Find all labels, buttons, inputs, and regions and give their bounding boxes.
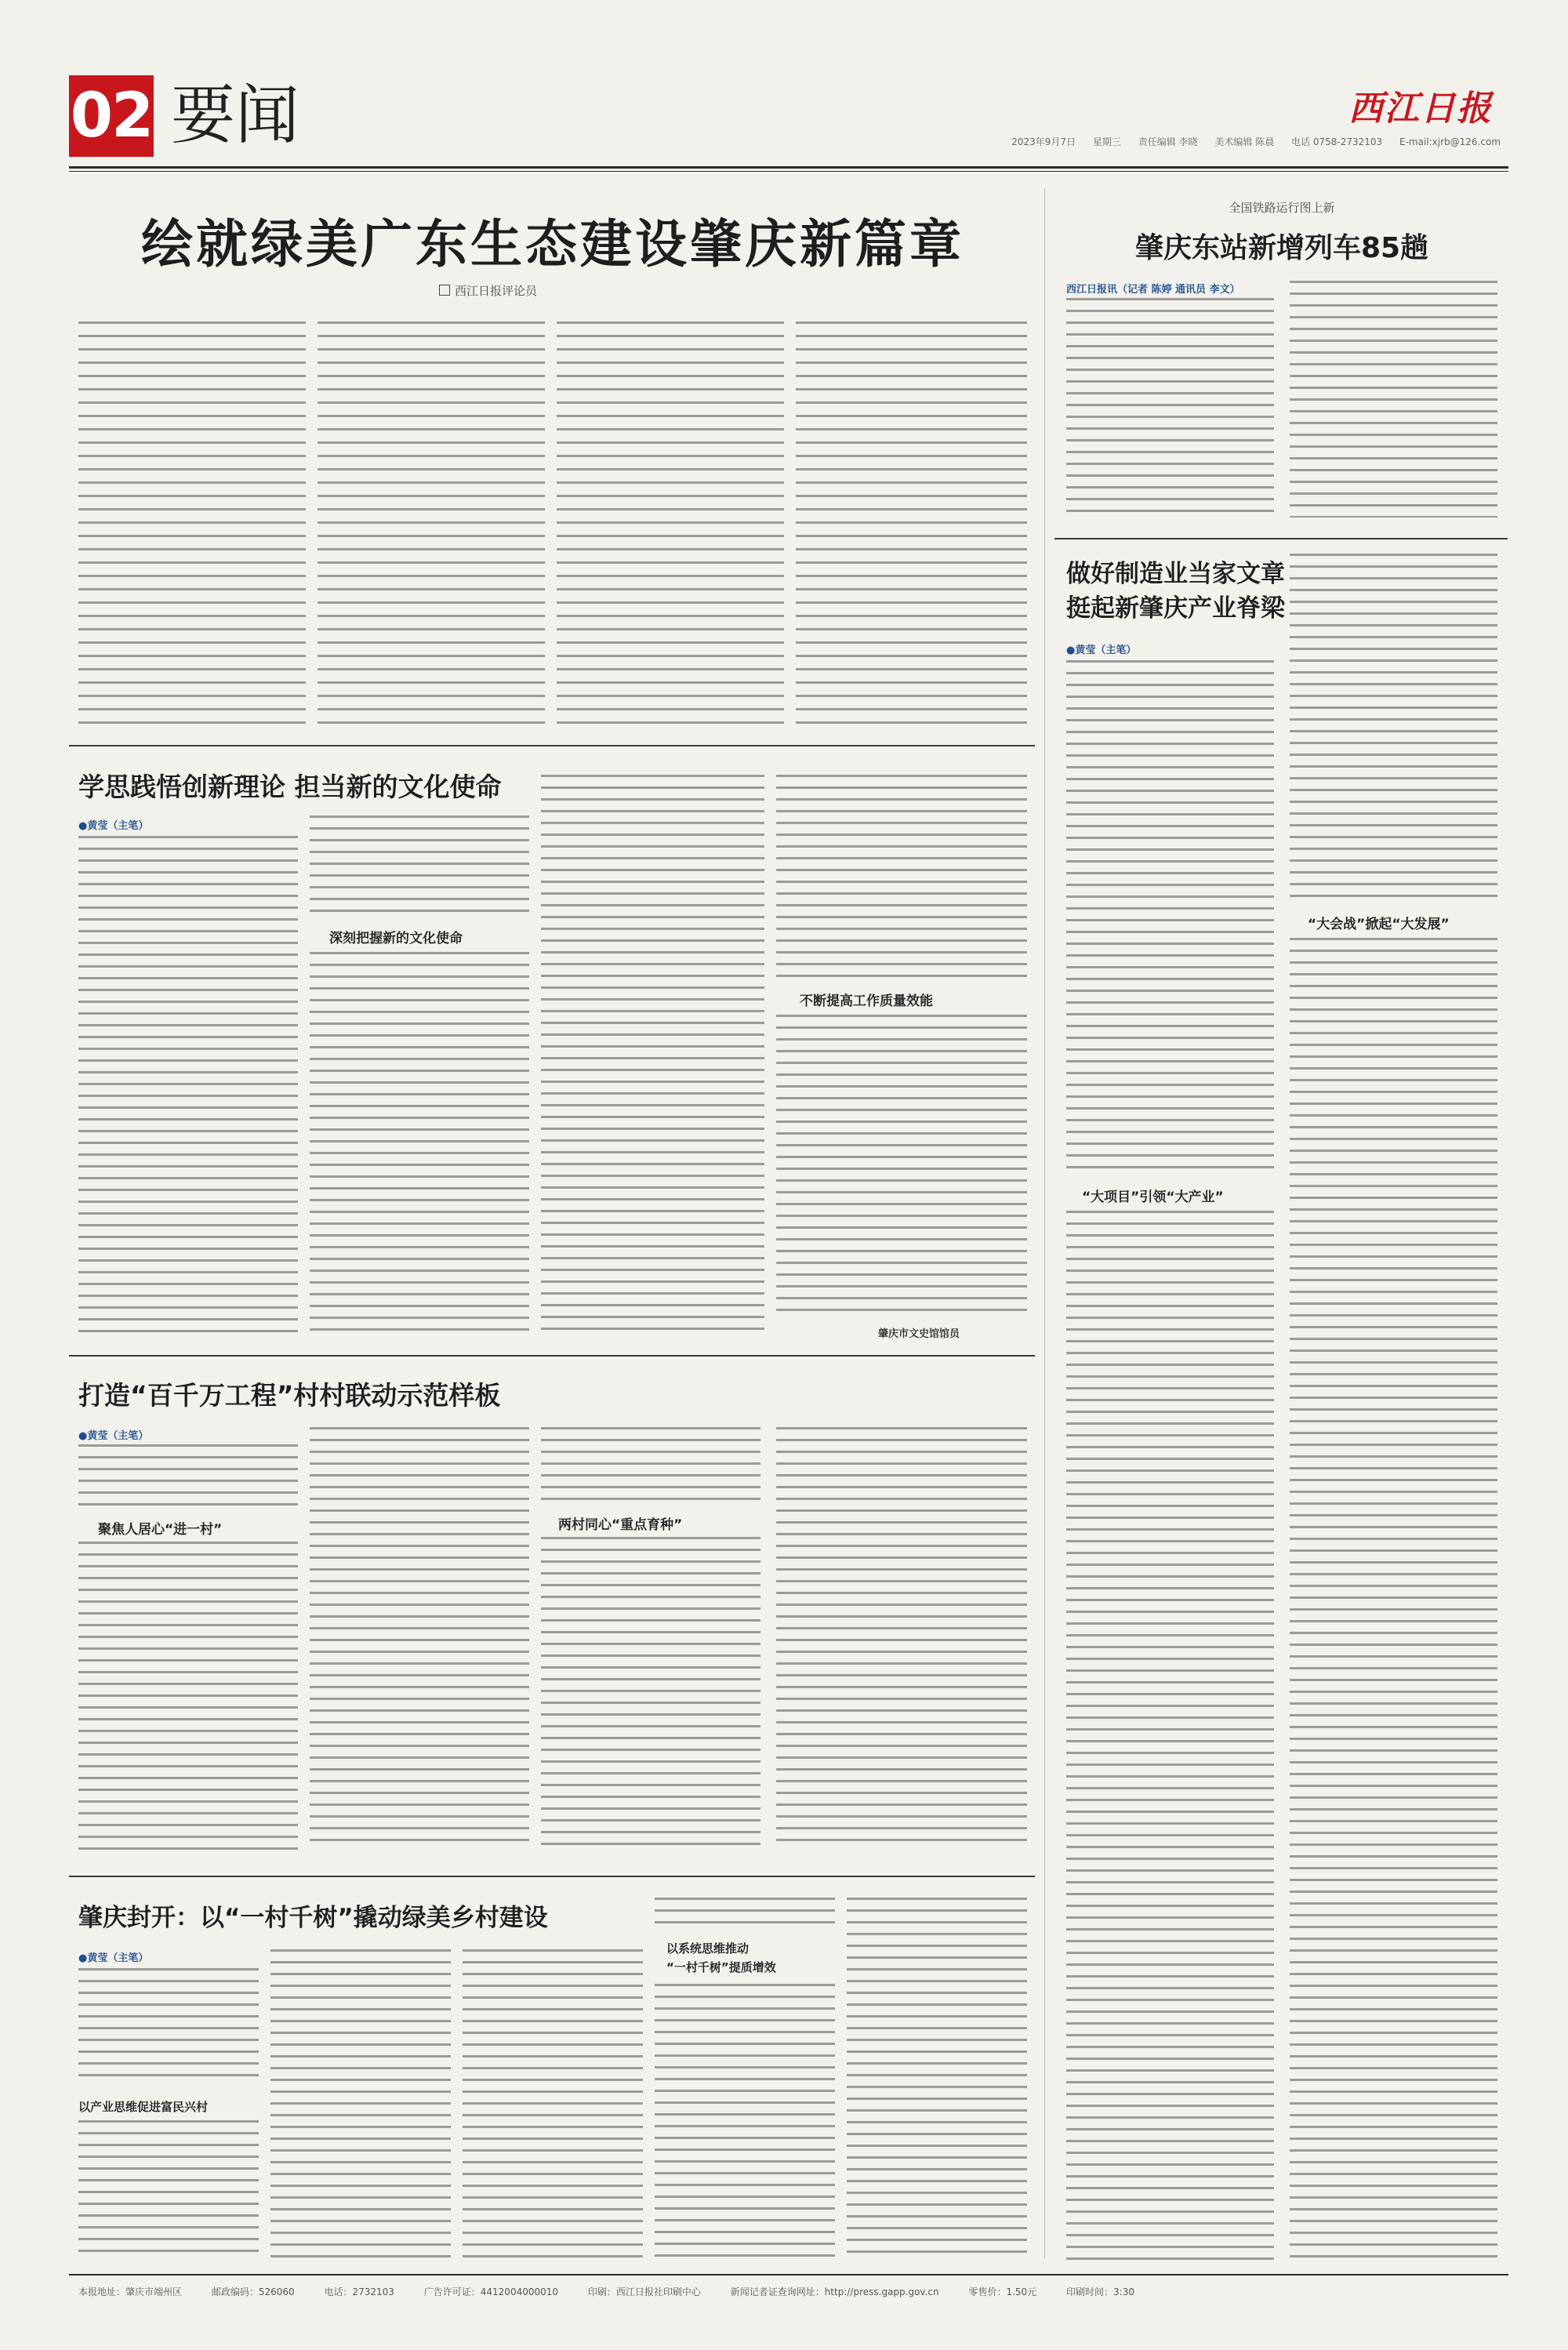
editor-credit: 责任编辑 李晓 bbox=[1138, 136, 1198, 147]
issue-date: 2023年9月7日 bbox=[1011, 136, 1076, 147]
side-news-kicker: 全国铁路运行图上新 bbox=[1229, 201, 1335, 215]
section-name: 要闻 bbox=[171, 78, 300, 153]
fengkai-col-3 bbox=[463, 1949, 643, 2261]
footer-printer: 印刷：西江日报社印刷中心 bbox=[587, 2286, 701, 2297]
culture-col-4b bbox=[776, 1015, 1027, 1314]
footer-price: 零售价：1.50元 bbox=[968, 2286, 1037, 2297]
manufacturing-col-2b bbox=[1290, 938, 1497, 2261]
manufacturing-col-2a bbox=[1290, 554, 1497, 899]
email-credit: E-mail:xjrb@126.com bbox=[1399, 136, 1501, 147]
villages-subhead-2: 两村同心“重点育种” bbox=[558, 1517, 683, 1533]
phone-credit: 电话 0758-2732103 bbox=[1291, 136, 1383, 147]
top-rule bbox=[69, 166, 1508, 169]
fengkai-subhead-2b: “一村千树”提质增效 bbox=[666, 1960, 776, 1974]
culture-col-3 bbox=[541, 775, 764, 1338]
fengkai-subhead-2a: 以系统思维推动 bbox=[666, 1941, 750, 1956]
fengkai-headline: 肇庆封开：以“一村千树”撬动绿美乡村建设 bbox=[78, 1904, 548, 1932]
footer-ad-license: 广告许可证：4412004000010 bbox=[423, 2286, 559, 2297]
villages-subhead-1: 聚焦人居心“进一村” bbox=[98, 1522, 223, 1538]
lead-text-col-4 bbox=[796, 321, 1027, 729]
lead-text-col-2 bbox=[318, 321, 545, 729]
culture-subhead-2: 不断提高工作质量效能 bbox=[800, 993, 933, 1009]
culture-signoff: 肇庆市文史馆馆员 bbox=[878, 1328, 960, 1340]
page-header bbox=[69, 75, 1508, 162]
byline-box-icon bbox=[439, 285, 450, 296]
villages-col-1b bbox=[78, 1542, 298, 1851]
fengkai-author: ●黄莹（主笔） bbox=[78, 1952, 149, 1964]
villages-col-1a bbox=[78, 1444, 298, 1510]
villages-bottom-rule bbox=[69, 1876, 1035, 1877]
fengkai-col-1a bbox=[78, 1968, 259, 2086]
footer-address: 本报地址：肇庆市端州区 bbox=[78, 2286, 183, 2297]
culture-col-2b bbox=[310, 952, 529, 1338]
side-news-author: 西江日报讯（记者 陈婷 通讯员 李文） bbox=[1066, 284, 1240, 296]
lead-text-col-3 bbox=[557, 321, 784, 729]
culture-col-4a bbox=[776, 775, 1027, 979]
culture-subhead-1: 深刻把握新的文化使命 bbox=[329, 931, 463, 946]
culture-col-2a bbox=[310, 815, 529, 917]
culture-col-1 bbox=[78, 836, 298, 1338]
manufacturing-col-1a bbox=[1066, 660, 1274, 1170]
manufacturing-col-1b bbox=[1066, 1211, 1274, 2261]
lead-bottom-rule bbox=[69, 745, 1035, 746]
lead-headline: 绘就绿美广东生态建设肇庆新篇章 bbox=[141, 214, 964, 274]
footer-press-url: 新闻记者证查询网址：http://press.gapp.gov.cn bbox=[730, 2286, 939, 2297]
footer-rule bbox=[69, 2274, 1508, 2276]
lead-text-col-1 bbox=[78, 321, 306, 729]
lead-byline: 西江日报评论员 bbox=[439, 282, 537, 299]
villages-author: ●黄莹（主笔） bbox=[78, 1430, 149, 1442]
villages-col-3a bbox=[541, 1427, 760, 1506]
main-column-divider bbox=[1044, 188, 1045, 2258]
fengkai-col-5 bbox=[847, 1898, 1027, 2261]
footer-print-time: 印刷时间：3:30 bbox=[1066, 2286, 1134, 2297]
top-rule-thin bbox=[69, 171, 1508, 172]
culture-author: ●黄莹（主笔） bbox=[78, 820, 149, 832]
fengkai-subhead-1: 以产业思维促进富民兴村 bbox=[78, 2100, 209, 2114]
villages-col-4 bbox=[776, 1427, 1027, 1851]
fengkai-col-2 bbox=[270, 1949, 451, 2261]
side-news-bottom-rule bbox=[1054, 538, 1508, 539]
culture-bottom-rule bbox=[69, 1355, 1035, 1357]
footer-phone: 电话：2732103 bbox=[324, 2286, 394, 2297]
fengkai-col-4b bbox=[655, 1984, 835, 2261]
footer-postcode: 邮政编码：526060 bbox=[211, 2286, 295, 2297]
manufacturing-subhead-2: “大会战”掀起“大发展” bbox=[1308, 917, 1450, 932]
page-footer bbox=[78, 2285, 1505, 2298]
page-number: 02 bbox=[69, 75, 154, 157]
masthead-logo: 西江日报 bbox=[1348, 89, 1493, 129]
designer-credit: 美术编辑 陈晨 bbox=[1214, 136, 1275, 147]
fengkai-col-1b bbox=[78, 2120, 259, 2261]
villages-col-3b bbox=[541, 1537, 760, 1851]
culture-headline: 学思践悟创新理论 担当新的文化使命 bbox=[78, 772, 502, 802]
issue-weekday: 星期三 bbox=[1092, 136, 1121, 147]
side-news-headline: 肇庆东站新增列车85趟 bbox=[1134, 232, 1429, 264]
fengkai-col-4a bbox=[655, 1898, 835, 1929]
side-news-col-2 bbox=[1290, 281, 1497, 518]
villages-col-2 bbox=[310, 1427, 529, 1851]
header-meta bbox=[997, 135, 1501, 148]
manufacturing-headline-1: 做好制造业当家文章 bbox=[1066, 560, 1285, 588]
side-news-col-1 bbox=[1066, 298, 1274, 518]
manufacturing-subhead-1: “大项目”引领“大产业” bbox=[1082, 1190, 1224, 1205]
manufacturing-headline-2: 挺起新肇庆产业脊梁 bbox=[1066, 594, 1285, 623]
manufacturing-author: ●黄莹（主笔） bbox=[1066, 645, 1137, 656]
villages-headline: 打造“百千万工程”村村联动示范样板 bbox=[78, 1380, 501, 1411]
